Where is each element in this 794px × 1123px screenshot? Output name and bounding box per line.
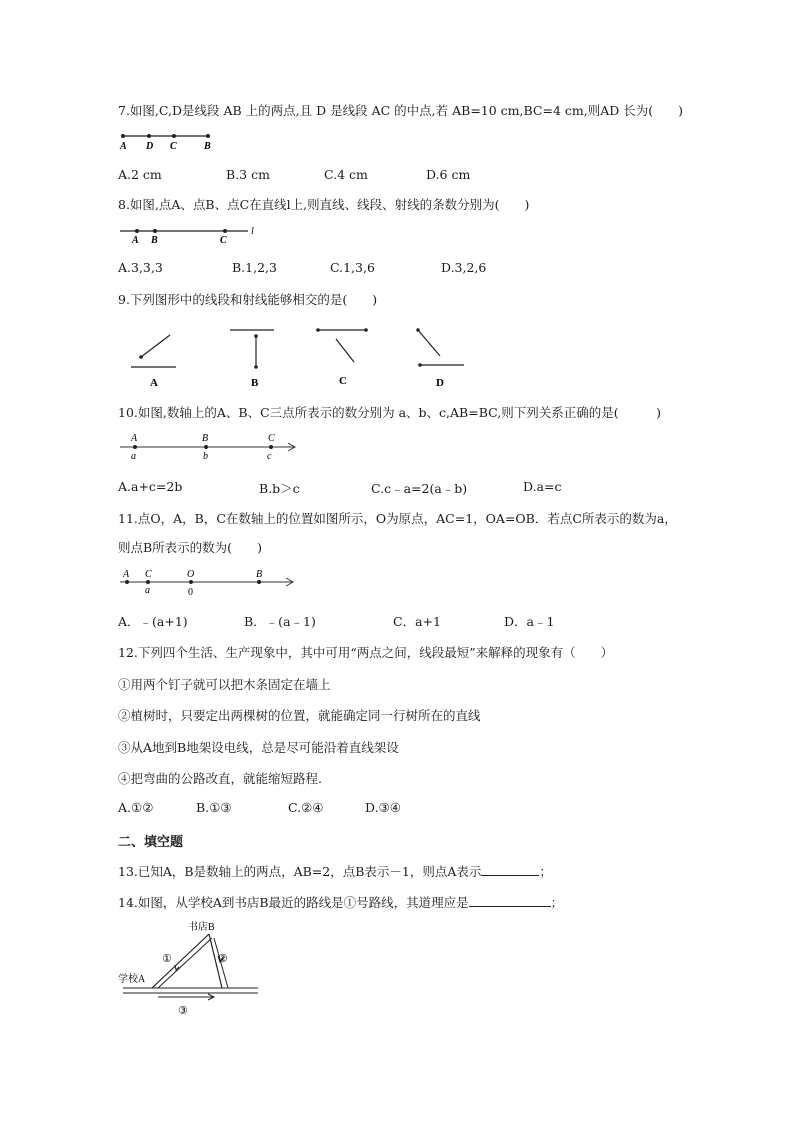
- q10-option-b: B.b＞c: [259, 481, 300, 496]
- q14-label-store: 书店B: [188, 922, 215, 933]
- q11-value-zero: 0: [188, 587, 193, 598]
- q14-answer-blank[interactable]: [469, 906, 551, 907]
- q12-option-b: B.①③: [196, 800, 232, 815]
- q8-stem: 8.如图,点A、点B、点C在直线l上,则直线、线段、射线的条数分别为( ): [118, 197, 530, 212]
- q10-number-line: [118, 430, 300, 462]
- q13-answer-blank[interactable]: [481, 875, 539, 876]
- section-title-fill-in: 二、填空题: [118, 835, 184, 850]
- q13-tail: ；: [539, 864, 552, 879]
- q12-option-c: C.②④: [288, 800, 324, 815]
- q10-option-c: C.c﹣a=2(a﹣b): [371, 481, 468, 496]
- q10-label-a: A: [131, 433, 138, 444]
- q9-stem: 9.下列图形中的线段和射线能够相交的是( ): [118, 292, 378, 307]
- q9-label-a: A: [150, 377, 158, 389]
- q10-label-c: C: [268, 433, 275, 444]
- q7-segment-figure: [118, 130, 218, 152]
- q8-option-c: C.1,3,6: [330, 260, 375, 275]
- q10-value-c: c: [267, 451, 272, 462]
- q8-label-l: l: [251, 226, 254, 237]
- q12-option-a: A.①②: [118, 800, 154, 815]
- q8-option-d: D.3,2,6: [441, 260, 487, 275]
- q13-stem: 13.已知A，B是数轴上的两点，AB=2，点B表示－1，则点A表示: [118, 864, 482, 879]
- q14-tail: ；: [550, 895, 564, 910]
- q14-stem: 14.如图，从学校A到书店B最近的路线是①号路线，其道理应是: [118, 895, 469, 910]
- q9-label-c: C: [339, 375, 347, 387]
- q9-label-b: B: [251, 377, 259, 389]
- q7-label-a: A: [120, 141, 127, 152]
- q8-label-a: A: [132, 235, 139, 246]
- q8-label-b: B: [151, 235, 158, 246]
- q10-stem: 10.如图,数轴上的A、B、C三点所表示的数分别为 a、b、c,AB=BC,则下列关系正确的是( ): [118, 405, 661, 420]
- q10-label-b: B: [202, 433, 209, 444]
- q14-line: [118, 893, 563, 911]
- q11-option-b: B．﹣(a﹣1): [244, 614, 316, 629]
- q8-label-c: C: [220, 235, 227, 246]
- q11-option-c: C．a+1: [393, 614, 441, 629]
- q8-option-a: A.3,3,3: [118, 260, 163, 275]
- q11-label-o: O: [187, 569, 195, 580]
- q10-option-a: A.a+c=2b: [118, 479, 183, 494]
- q9-figures: [118, 320, 478, 392]
- q10-option-d: D.a=c: [523, 479, 562, 494]
- q11-stem-line1: 11.点O，A，B，C在数轴上的位置如图所示，O为原点，AC=1，OA=OB．若点C所表示的数为a，: [118, 511, 677, 526]
- q14-label-route3: ③: [178, 1005, 188, 1017]
- q8-option-b: B.1,2,3: [232, 260, 277, 275]
- q14-label-school: 学校A: [118, 974, 146, 985]
- q10-value-b: b: [203, 451, 208, 462]
- q7-option-d: D.6 cm: [426, 167, 471, 182]
- q7-label-c: C: [170, 141, 177, 152]
- q11-option-d: D．a﹣1: [504, 614, 555, 629]
- q12-item-1: ①用两个钉子就可以把木条固定在墙上: [118, 677, 331, 692]
- q11-option-a: A．﹣(a+1): [118, 614, 188, 629]
- q9-label-d: D: [436, 377, 444, 389]
- q10-value-a: a: [131, 451, 136, 462]
- q11-label-b: B: [256, 569, 263, 580]
- q7-label-b: B: [204, 141, 211, 152]
- q7-option-a: A.2 cm: [118, 167, 162, 182]
- q11-label-a: A: [123, 569, 130, 580]
- q11-stem-line2: 则点B所表示的数为( ): [118, 540, 262, 555]
- q12-item-3: ③从A地到B地架设电线，总是尽可能沿着直线架设: [118, 740, 399, 755]
- q14-route-figure: [118, 918, 263, 1018]
- q11-number-line: [118, 566, 298, 600]
- q13-line: [118, 862, 552, 880]
- q7-option-b: B.3 cm: [226, 167, 270, 182]
- q8-line-figure: [118, 222, 263, 246]
- q14-label-route1: ①: [162, 953, 172, 965]
- q12-item-2: ②植树时，只要定出两棵树的位置，就能确定同一行树所在的直线: [118, 708, 481, 723]
- q12-option-d: D.③④: [365, 800, 401, 815]
- q12-item-4: ④把弯曲的公路改直，就能缩短路程.: [118, 771, 322, 786]
- q11-label-c: C: [145, 569, 152, 580]
- q12-stem: 12.下列四个生活、生产现象中，其中可用“两点之间，线段最短”来解释的现象有（ ）: [118, 645, 614, 660]
- q14-label-route2: ②: [218, 953, 228, 965]
- q7-option-c: C.4 cm: [324, 167, 368, 182]
- q7-label-d: D: [146, 141, 154, 152]
- q7-stem: 7.如图,C,D是线段 AB 上的两点,且 D 是线段 AC 的中点,若 AB=10 cm,BC=4 cm,则AD 长为( ): [118, 103, 683, 118]
- q11-value-a: a: [145, 585, 150, 596]
